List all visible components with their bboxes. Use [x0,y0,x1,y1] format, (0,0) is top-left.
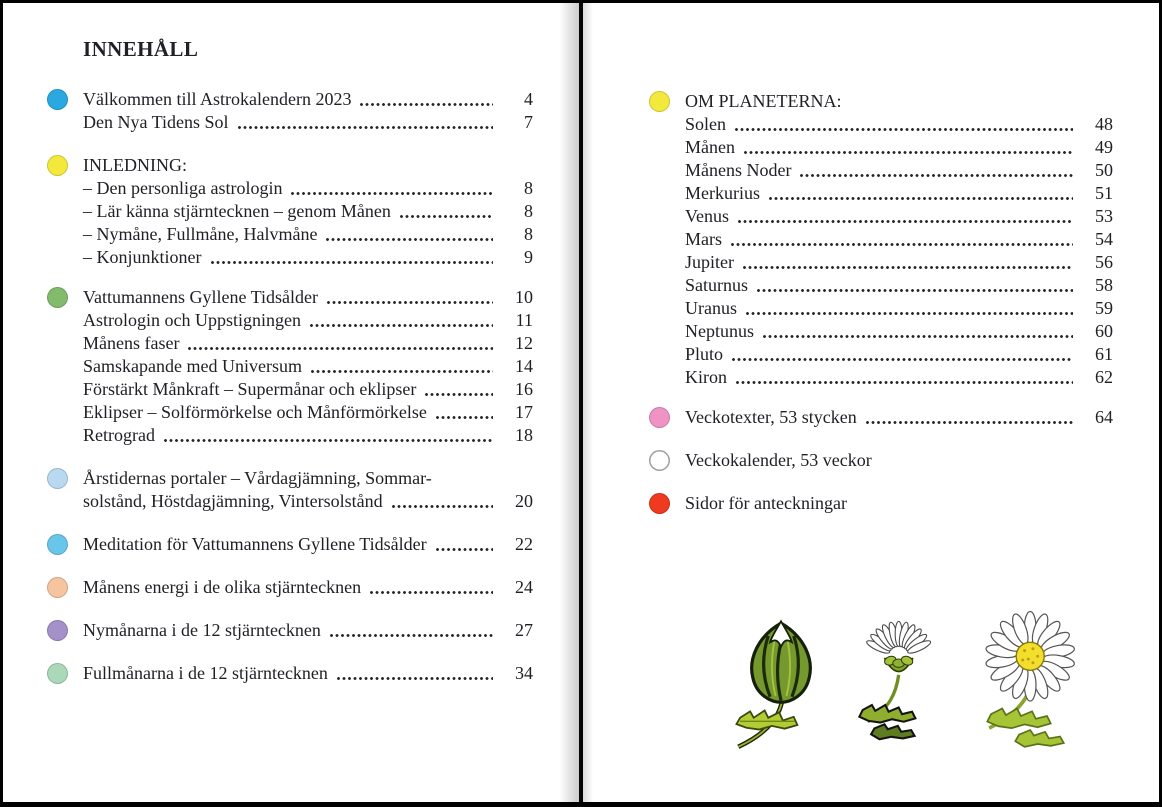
toc-page-number: 12 [515,333,533,353]
toc-page-number: 50 [1095,160,1113,180]
toc-entry [47,200,533,223]
toc-entry-text: – Nymåne, Fullmåne, Halvmåne [83,224,318,244]
toc-page-number: 56 [1095,252,1113,272]
toc-entry-text: Kiron [685,367,727,387]
section-color-dot [649,407,670,428]
toc-page-number: 48 [1095,114,1113,134]
toc-entry-text: Meditation för Vattumannens Gyllene Tidsålder [83,534,427,554]
dot-leader [731,243,1073,246]
dot-leader [744,151,1073,154]
dot-leader [757,289,1073,292]
dot-leader [425,393,493,396]
toc-entry [649,205,1113,228]
toc-entry [47,401,533,424]
toc-page-number: 4 [524,89,533,109]
dot-leader [436,416,493,419]
toc-entry [47,533,533,556]
toc-page-number: 62 [1095,367,1113,387]
toc-entry [649,251,1113,274]
toc-page-number: 51 [1095,183,1113,203]
dot-leader [330,634,493,637]
table-of-contents-left-page [3,3,579,802]
dot-leader [327,301,493,304]
section-color-dot [649,91,670,112]
toc-entry-text: Neptunus [685,321,754,341]
toc-entry [649,449,1113,472]
toc-entry-text: Månens faser [83,333,180,353]
dot-leader [392,505,493,508]
toc-entry-text: OM PLANETERNA: [685,91,842,111]
toc-entry-text: Månen [685,137,735,157]
toc-entry [649,366,1113,389]
toc-entry-text: Välkommen till Astrokalendern 2023 [83,89,352,109]
dot-leader [311,370,493,373]
toc-page-number: 9 [524,247,533,267]
toc-page-number: 8 [524,224,533,244]
section-color-dot [47,468,68,489]
toc-entry-text: Fullmånarna i de 12 stjärntecknen [83,663,328,683]
dot-leader [337,677,493,680]
section-color-dot [47,287,68,308]
toc-page-number: 53 [1095,206,1113,226]
dot-leader [164,439,493,442]
section-color-dot [649,450,670,471]
toc-page-number: 64 [1095,407,1113,427]
table-of-contents-right-page [583,3,1159,802]
dot-leader [360,103,493,106]
dot-leader [866,421,1073,424]
toc-page-number: 16 [515,379,533,399]
toc-entry [47,378,533,401]
dot-leader [400,215,493,218]
toc-entry-text: Veckokalender, 53 veckor [685,450,872,470]
toc-entry [649,159,1113,182]
toc-entry [649,406,1113,429]
toc-page-number: 8 [524,178,533,198]
toc-entry [47,332,533,355]
toc-entry [47,576,533,599]
toc-page-number: 27 [515,620,533,640]
toc-entry [649,297,1113,320]
toc-entry [47,88,533,111]
flower-half-open-illustration [851,603,943,761]
toc-page-number: 14 [515,356,533,376]
toc-page-number: 61 [1095,344,1113,364]
toc-entry-text: Venus [685,206,729,226]
section-color-dot [47,89,68,110]
toc-entry-text: INLEDNING: [83,155,187,175]
toc-entry [47,490,533,513]
section-color-dot [47,155,68,176]
toc-entry [47,424,533,447]
dot-leader [326,238,493,241]
toc-entry-text: Eklipser – Solförmörkelse och Månförmörkelse [83,402,427,422]
section-color-dot [47,534,68,555]
toc-entry-text: Merkurius [685,183,760,203]
dot-leader [800,174,1073,177]
toc-entry-text: Uranus [685,298,737,318]
dot-leader [238,126,493,129]
toc-entry-text: solstånd, Höstdagjämning, Vintersolstånd [83,491,383,511]
toc-entry-text: Nymånarna i de 12 stjärntecknen [83,620,321,640]
toc-entry [649,274,1113,297]
toc-entry-text: Sidor för anteckningar [685,493,847,513]
section-color-dot [47,663,68,684]
dot-leader [735,128,1073,131]
toc-entry [47,223,533,246]
toc-entry-text: Vattumannens Gyllene Tidsålder [83,287,318,307]
toc-page-number: 22 [515,534,533,554]
toc-entry [47,355,533,378]
flower-open-illustration [963,601,1089,761]
dot-leader [763,335,1073,338]
toc-entry [649,492,1113,515]
dot-leader [769,197,1073,200]
toc-page-number: 54 [1095,229,1113,249]
toc-entry-text: Månens Noder [685,160,792,180]
section-color-dot [47,620,68,641]
dot-leader [291,192,493,195]
toc-entry-text: – Lär känna stjärntecknen – genom Månen [83,201,391,221]
dot-leader [738,220,1073,223]
toc-entry-text: Den Nya Tidens Sol [83,112,229,132]
dot-leader [211,261,494,264]
toc-entry [47,467,533,490]
section-color-dot [47,577,68,598]
toc-entry [649,320,1113,343]
toc-entry [649,228,1113,251]
toc-page-number: 24 [515,577,533,597]
toc-entry-text: Saturnus [685,275,748,295]
toc-entry-text: Solen [685,114,727,134]
toc-entry-text: Förstärkt Månkraft – Supermånar och eklipser [83,379,417,399]
toc-entry-text: Samskapande med Universum [83,356,302,376]
section-color-dot [649,493,670,514]
toc-page-number: 11 [515,310,533,330]
toc-entry [649,182,1113,205]
dot-leader [370,591,493,594]
dot-leader [743,266,1073,269]
dot-leader [188,347,493,350]
toc-entry [649,90,1113,113]
page-title: INNEHÅLL [83,37,199,61]
dot-leader [436,548,493,551]
toc-page-number: 17 [515,402,533,422]
toc-entry [47,246,533,269]
toc-entry-text: Mars [685,229,722,249]
toc-entry-text: Jupiter [685,252,734,272]
toc-entry-text: – Den personliga astrologin [83,178,283,198]
toc-page-number: 59 [1095,298,1113,318]
toc-entry [47,286,533,309]
daisy-illustrations [731,601,1113,761]
toc-entry [47,177,533,200]
dot-leader [736,381,1073,384]
toc-page-number: 34 [515,663,533,683]
toc-entry [47,111,533,134]
toc-page-number: 10 [515,287,533,307]
toc-entry-text: Årstidernas portaler – Vårdagjämning, Sommar- [83,468,432,488]
toc-entry [649,113,1113,136]
toc-entry [47,309,533,332]
toc-page-number: 60 [1095,321,1113,341]
dot-leader [310,324,493,327]
toc-page-number: 58 [1095,275,1113,295]
toc-page-number: 20 [515,491,533,511]
toc-entry [47,619,533,642]
toc-entry-text: Månens energi i de olika stjärntecknen [83,577,362,597]
toc-entry-text: – Konjunktioner [83,247,202,267]
dot-leader [746,312,1073,315]
toc-entry [47,662,533,685]
toc-page-number: 49 [1095,137,1113,157]
toc-entry [649,343,1113,366]
toc-page-number: 7 [524,112,533,132]
toc-entry-text: Retrograd [83,425,155,445]
toc-entry-text: Veckotexter, 53 stycken [685,407,857,427]
toc-entry [47,154,533,177]
toc-page-number: 8 [524,201,533,221]
flower-bud-illustration [731,609,831,761]
toc-entry-text: Pluto [685,344,724,364]
toc-entry [649,136,1113,159]
toc-page-number: 18 [515,425,533,445]
dot-leader [732,358,1073,361]
toc-entry-text: Astrologin och Uppstigningen [83,310,301,330]
